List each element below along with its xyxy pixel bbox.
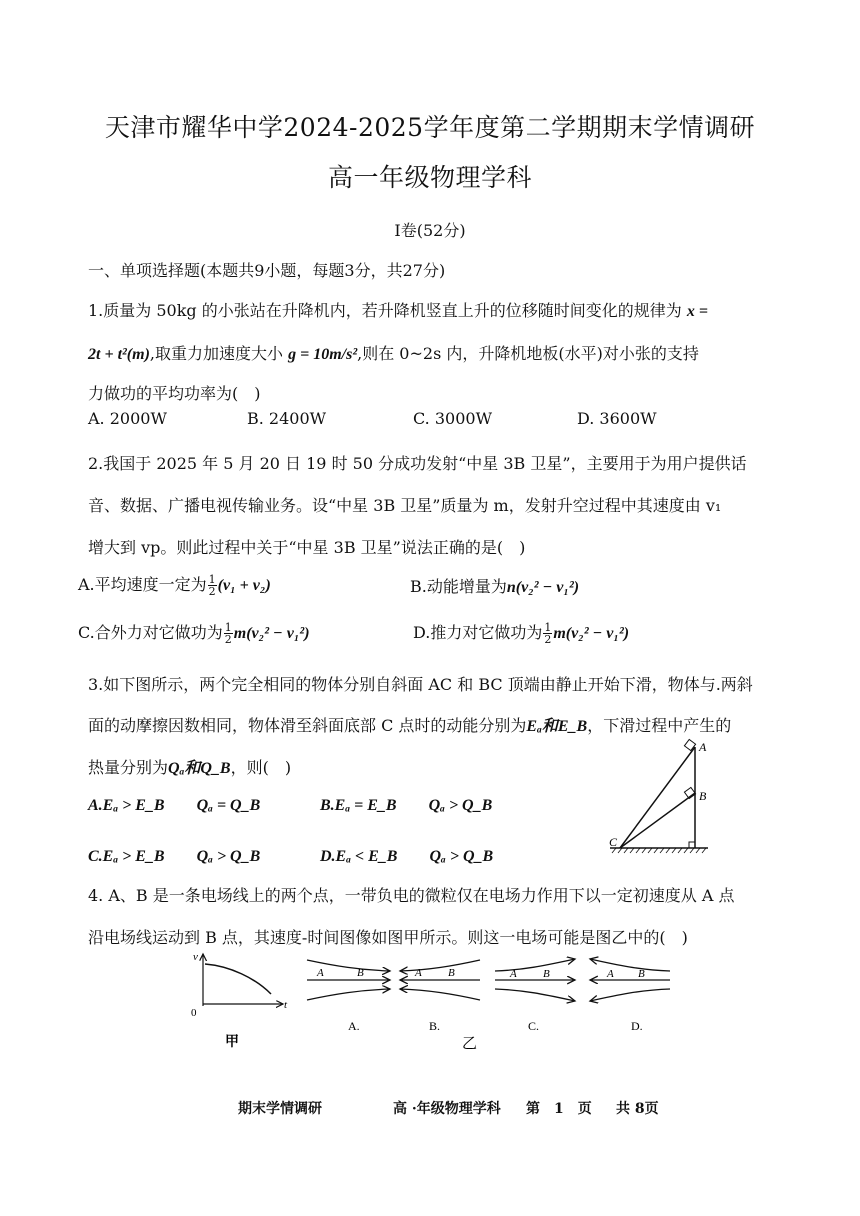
fraction: $\frac{1}{2}$ (224, 621, 232, 646)
q2-line2: 音、数据、广播电视传输业务。设“中星 3B 卫星”质量为 m，发射升空过程中其速度由 v₁ (88, 496, 722, 515)
q3-text: 热量分别为 (88, 758, 169, 777)
footer-page: 第 1 页 (526, 1101, 592, 1117)
q3-line1: 3.如下图所示，两个完全相同的物体分别自斜面 AC 和 BC 顶端由静止开始下滑，物体与.两斜 (88, 675, 753, 694)
q1-formula-g: g = 10m/s² (288, 346, 358, 363)
section-heading: 一、单项选择题(本题共9小题，每题3分，共27分) (88, 261, 446, 280)
label-jia: 甲 (225, 1035, 239, 1050)
q1-text: ,取重力加速度大小 (149, 344, 283, 363)
t-label: t (284, 999, 288, 1011)
q3-formula: Qₐ和Q_B (168, 760, 231, 777)
q3-formula: Eₐ和E_B (526, 718, 588, 735)
q4-figures (185, 948, 680, 1056)
field-b (400, 960, 480, 1052)
right-angle-mark (689, 842, 695, 848)
label-option-a: A. (348, 1019, 360, 1033)
q2-option-d (413, 620, 629, 645)
q2-option-a (78, 572, 271, 597)
q4-line2: 沿电场线运动到 B 点，其速度-时间图像如图甲所示。则这一电场可能是图乙中的( ) (88, 928, 688, 947)
page-title: 天津市耀华中学2024-2025学年度第二学期期末学情调研 (104, 113, 756, 142)
q3-text: ，则( ) (230, 758, 292, 777)
q3-option-c: C.Eₐ > E_B Qₐ > Q_B (88, 848, 261, 865)
field-d (590, 959, 670, 1033)
q2-option-d-formula: m(v₂² − v₁²) (553, 625, 630, 642)
footer-subject: 高 ·年级物理学科 (393, 1101, 501, 1117)
incline-ac (620, 747, 695, 848)
svg-text:B: B (543, 968, 550, 980)
q3-text: 面的动摩擦因数相同，物体滑至斜面底部 C 点时的动能分别为 (88, 716, 527, 735)
q2-line3: 增大到 vp。则此过程中关于“中星 3B 卫星”说法正确的是( ) (88, 538, 526, 557)
q1-text: ,则在 0~2s 内，升降机地板(水平)对小张的支持 (357, 344, 699, 363)
incline-figure (595, 735, 715, 860)
q2-option-a-formula: (v₁ + v₂) (217, 577, 271, 594)
label-option-c: C. (528, 1019, 540, 1033)
q2-option-c (78, 620, 310, 645)
q1-formula: x = (686, 303, 708, 320)
q3-line2 (88, 713, 731, 736)
label-yi: 乙 (462, 1036, 478, 1052)
svg-text:A: A (607, 968, 614, 980)
q3-option-d: D.Eₐ < E_B Qₐ > Q_B (320, 848, 494, 865)
q1-option-d: D. 3600W (577, 409, 657, 428)
vt-curve (205, 964, 271, 994)
fraction: $\frac{1}{2}$ (208, 573, 216, 598)
q1-option-b: B. 2400W (247, 409, 327, 428)
footer-left: 期末学情调研 (238, 1101, 322, 1117)
svg-text:B: B (357, 967, 364, 979)
label-b: B (699, 789, 707, 803)
q3-option-a: A.Eₐ > E_B Qₐ = Q_B (88, 797, 261, 814)
q2-option-d-label: D.推力对它做功为 (413, 623, 543, 642)
q2-option-c-formula: m(v₂² − v₁²) (233, 625, 310, 642)
field-c (495, 959, 575, 1033)
origin-label: 0 (191, 1007, 197, 1019)
q3-line3 (88, 755, 291, 778)
svg-text:A: A (415, 967, 422, 979)
q3-option-b: B.Eₐ = E_B Qₐ > Q_B (320, 797, 493, 814)
q1-line3: 力做功的平均功率为( ) (88, 384, 261, 403)
svg-text:B: B (448, 967, 455, 979)
q2-option-b-formula: n(v₂² − v₁²) (506, 579, 580, 596)
svg-text:A: A (510, 968, 517, 980)
label-a: A (699, 740, 707, 754)
q2-line1: 2.我国于 2025 年 5 月 20 日 19 时 50 分成功发射“中星 3B 卫星”，主要用于为用户提供话 (88, 454, 747, 473)
label-option-b: B. (429, 1019, 441, 1033)
q1-line2 (88, 341, 699, 364)
q4-line1: 4. A、B 是一条电场线上的两个点，一带负电的微粒仅在电场力作用下以一定初速度从 A 点 (88, 886, 735, 905)
page-subtitle: 高一年级物理学科 (327, 163, 532, 192)
v-label: v (193, 951, 198, 963)
q1-text: 1.质量为 50kg 的小张站在升降机内，若升降机竖直上升的位移随时间变化的规律为 (88, 301, 682, 320)
q2-option-b (410, 574, 579, 597)
q3-text: ，下滑过程中产生的 (587, 716, 732, 735)
fraction: $\frac{1}{2}$ (544, 621, 552, 646)
q2-option-c-label: C.合外力对它做功为 (78, 623, 223, 642)
svg-text:A: A (317, 967, 324, 979)
q2-option-a-label: A.平均速度一定为 (78, 575, 207, 594)
q1-formula-x: 2t + t²(m) (88, 346, 150, 363)
q2-option-b-label: B.动能增量为 (410, 577, 507, 596)
q1-option-c: C. 3000W (413, 409, 493, 428)
field-a (307, 960, 390, 1033)
vt-graph (191, 951, 288, 1050)
q1-line1 (88, 298, 708, 321)
label-c: C (609, 835, 618, 849)
incline-bc (620, 793, 695, 848)
q1-option-a: A. 2000W (88, 409, 167, 428)
footer-total: 共 8页 (616, 1101, 659, 1117)
label-option-d: D. (631, 1019, 643, 1033)
svg-text:B: B (638, 968, 645, 980)
volume-heading: I卷(52分) (394, 221, 466, 240)
